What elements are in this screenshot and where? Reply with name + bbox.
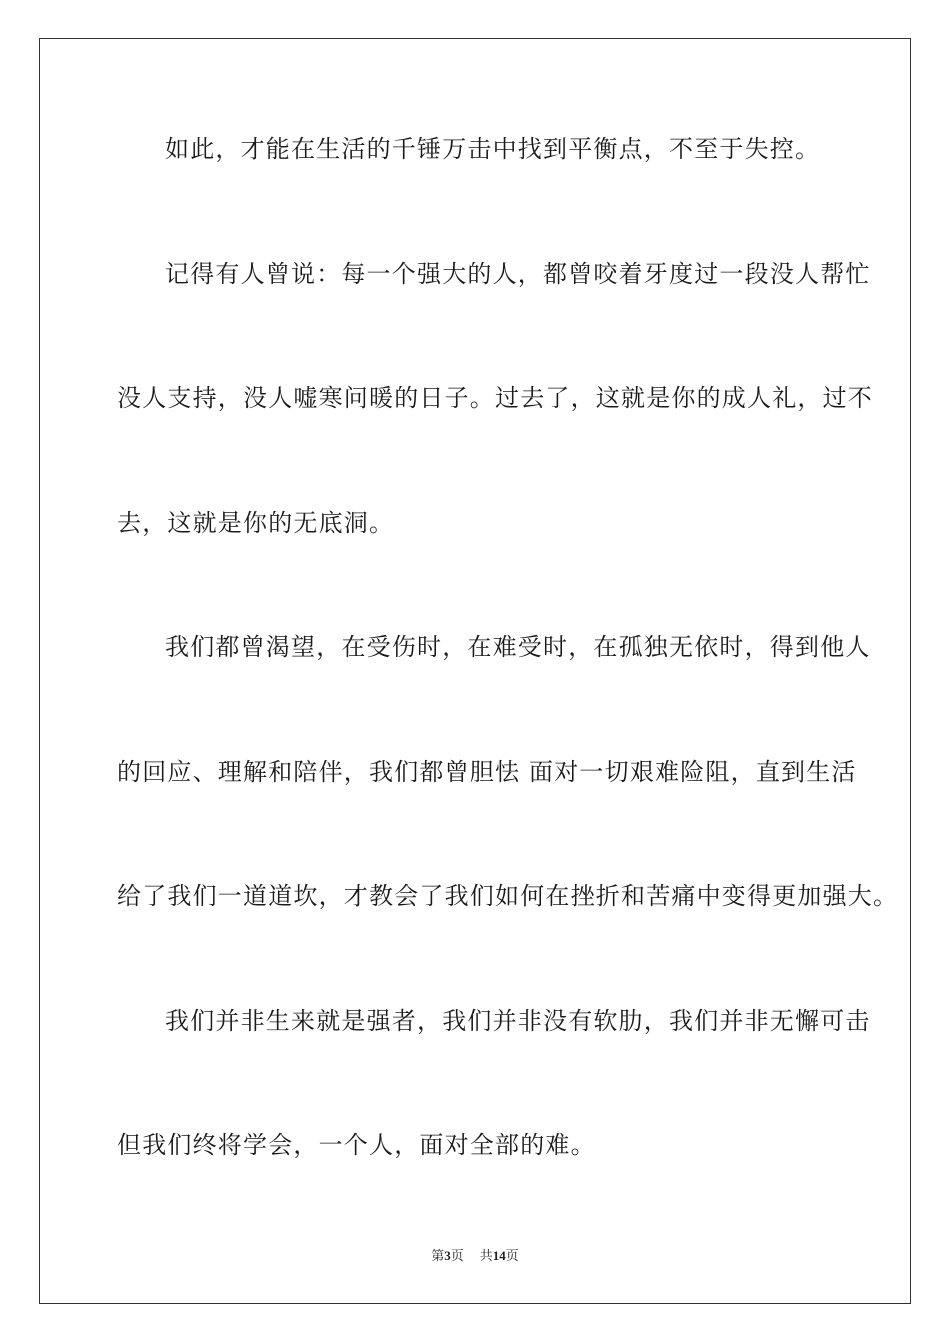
paragraph-line: 记得有人曾说：每一个强大的人，都曾咬着牙度过一段没人帮忙: [165, 260, 871, 288]
total-suffix: 页: [505, 1248, 519, 1263]
paragraph-line: 给了我们一道道坎，才教会了我们如何在挫折和苦痛中变得更加强大。: [117, 882, 899, 910]
page-suffix: 页: [450, 1248, 464, 1263]
paragraph-line: 的回应、理解和陪伴，我们都曾胆怯 面对一切艰难险阻，直到生活: [117, 758, 857, 786]
paragraph-line: 没人支持，没人嘘寒问暖的日子。过去了，这就是你的成人礼，过不: [117, 384, 873, 412]
paragraph-line: 去，这就是你的无底洞。: [117, 509, 395, 537]
paragraph-line: 但我们终将学会，一个人，面对全部的难。: [117, 1131, 596, 1159]
total-prefix: 共: [479, 1248, 493, 1263]
current-page-number: 3: [444, 1248, 451, 1263]
total-page-number: 14: [492, 1248, 506, 1263]
paragraph-line: 我们并非生来就是强者，我们并非没有软肋，我们并非无懈可击: [165, 1007, 871, 1035]
paragraph-line: 如此，才能在生活的千锤万击中找到平衡点，不至于失控。: [165, 135, 821, 163]
paragraph-line: 我们都曾渴望，在受伤时，在难受时，在孤独无依时，得到他人: [165, 633, 871, 661]
page-frame: [39, 38, 911, 1304]
page-prefix: 第: [431, 1248, 445, 1263]
page-footer: [0, 1247, 950, 1265]
